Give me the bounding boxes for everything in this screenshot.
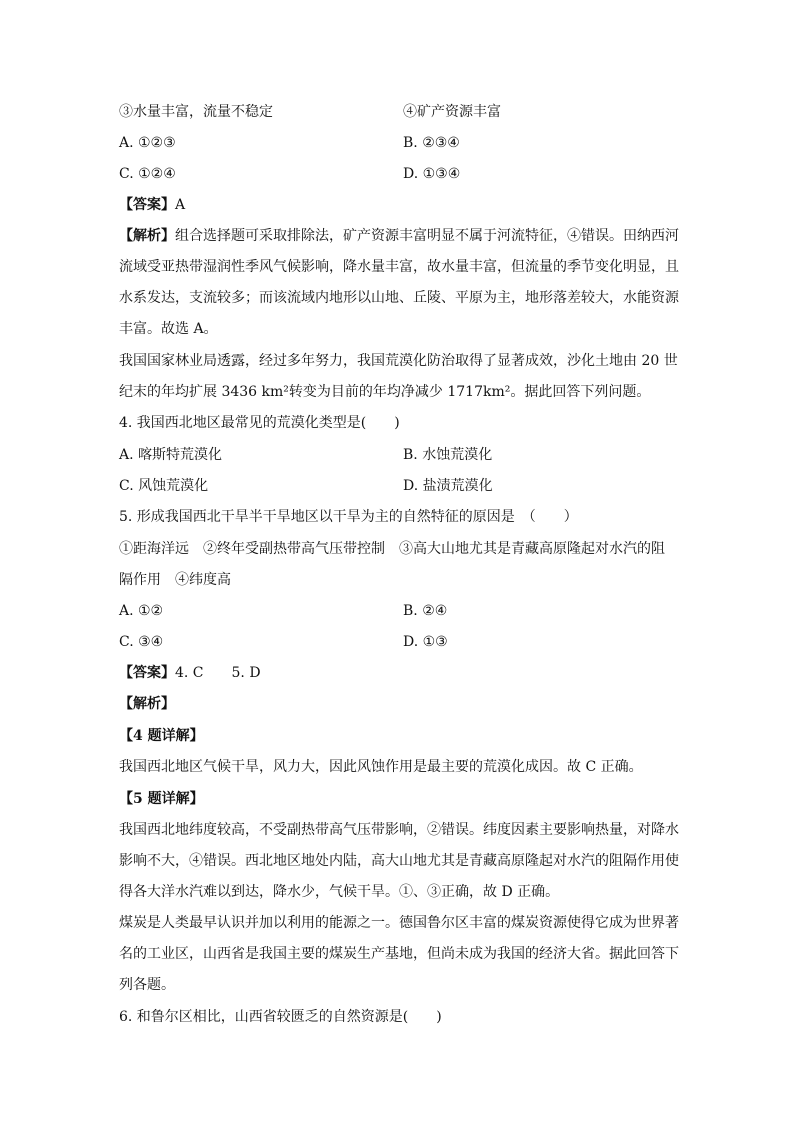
- coal-passage-line-2: 名的工业区，山西省是我国主要的煤炭生产基地，但尚未成为我国的经济大省。据此回答下: [119, 946, 679, 962]
- q5-choice-b: B. ②④: [403, 603, 448, 619]
- analysis-text: 组合选择题可采取排除法，矿产资源丰富明显不属于河流特征，④错误。田纳西河: [175, 228, 679, 244]
- q3-choice-d: D. ①③④: [403, 166, 461, 182]
- analysis-label: 【解析】: [119, 228, 175, 244]
- q4-choice-d: D. 盐渍荒漠化: [403, 478, 493, 494]
- q3-choice-a: A. ①②③: [119, 135, 176, 151]
- q45-analysis-label: 【解析】: [119, 696, 175, 712]
- q45-answer: [119, 664, 261, 682]
- q3-choice-c: C. ①②④: [119, 166, 176, 182]
- q3-choice-b: B. ②③④: [403, 135, 460, 151]
- coal-passage-line-3: 列各题。: [119, 977, 175, 993]
- q5-choice-d: D. ①③: [403, 634, 448, 650]
- q5-detail-line-3: 得各大洋水汽难以到达，降水少，气候干旱。①、③正确，故 D 正确。: [119, 884, 560, 900]
- q4-stem: 4. 我国西北地区最常见的荒漠化类型是( ): [119, 415, 400, 431]
- q5-choice-c: C. ③④: [119, 634, 164, 650]
- q6-stem: 6. 和鲁尔区相比，山西省较匮乏的自然资源是( ): [119, 1009, 442, 1025]
- q3-option-item4: ④矿产资源丰富: [403, 104, 501, 120]
- desert-passage-line-2: 纪末的年均扩展 3436 km²转变为目前的年均净减少 1717km²。据此回答下列问题。: [119, 384, 651, 400]
- q5-detail-line-1: 我国西北地纬度较高，不受副热带高气压带影响，②错误。纬度因素主要影响热量，对降水: [119, 822, 679, 838]
- q5-detail-line-2: 影响不大，④错误。西北地区地处内陆，高大山地尤其是青藏高原隆起对水汽的阻隔作用使: [119, 853, 679, 869]
- desert-passage-line-1: 我国国家林业局透露，经过多年努力，我国荒漠化防治取得了显著成效，沙化土地由 20 世: [119, 353, 678, 369]
- q4-choice-b: B. 水蚀荒漠化: [403, 447, 493, 463]
- q3-analysis-line-3: 水系发达，支流较多；而该流域内地形以山地、丘陵、平原为主，地形落差较大，水能资源: [119, 290, 679, 306]
- answer-value: A: [175, 197, 186, 213]
- q4-detail-text: 我国西北地区气候干旱，风力大，因此风蚀作用是最主要的荒漠化成因。故 C 正确。: [119, 759, 643, 775]
- q3-analysis-line-1: [119, 227, 679, 245]
- q3-analysis-line-2: 流域受亚热带湿润性季风气候影响，降水量丰富，故水量丰富，但流量的季节变化明显，且: [119, 259, 679, 275]
- q5-choice-a: A. ①②: [119, 603, 164, 619]
- coal-passage-line-1: 煤炭是人类最早认识并加以利用的能源之一。德国鲁尔区丰富的煤炭资源使得它成为世界著: [119, 915, 679, 931]
- answer-label: 【答案】: [119, 665, 175, 681]
- answer-label: 【答案】: [119, 197, 175, 213]
- q3-answer: [119, 196, 185, 214]
- q5-items-line-2: 隔作用 ④纬度高: [119, 572, 231, 588]
- q5-items-line-1: ①距海洋远 ②终年受副热带高气压带控制 ③高大山地尤其是青藏高原隆起对水汽的阻: [119, 541, 665, 557]
- q5-stem: 5. 形成我国西北干旱半干旱地区以干旱为主的自然特征的原因是 （ ）: [119, 509, 578, 525]
- q3-analysis-line-4: 丰富。故选 A。: [119, 321, 218, 337]
- q4-detail-label: 【4 题详解】: [119, 728, 204, 744]
- q3-option-item3: ③水量丰富，流量不稳定: [119, 104, 273, 120]
- q4-choice-a: A. 喀斯特荒漠化: [119, 447, 223, 463]
- answer-value: 4. C 5. D: [175, 665, 261, 681]
- q5-detail-label: 【5 题详解】: [119, 791, 204, 807]
- q4-choice-c: C. 风蚀荒漠化: [119, 478, 209, 494]
